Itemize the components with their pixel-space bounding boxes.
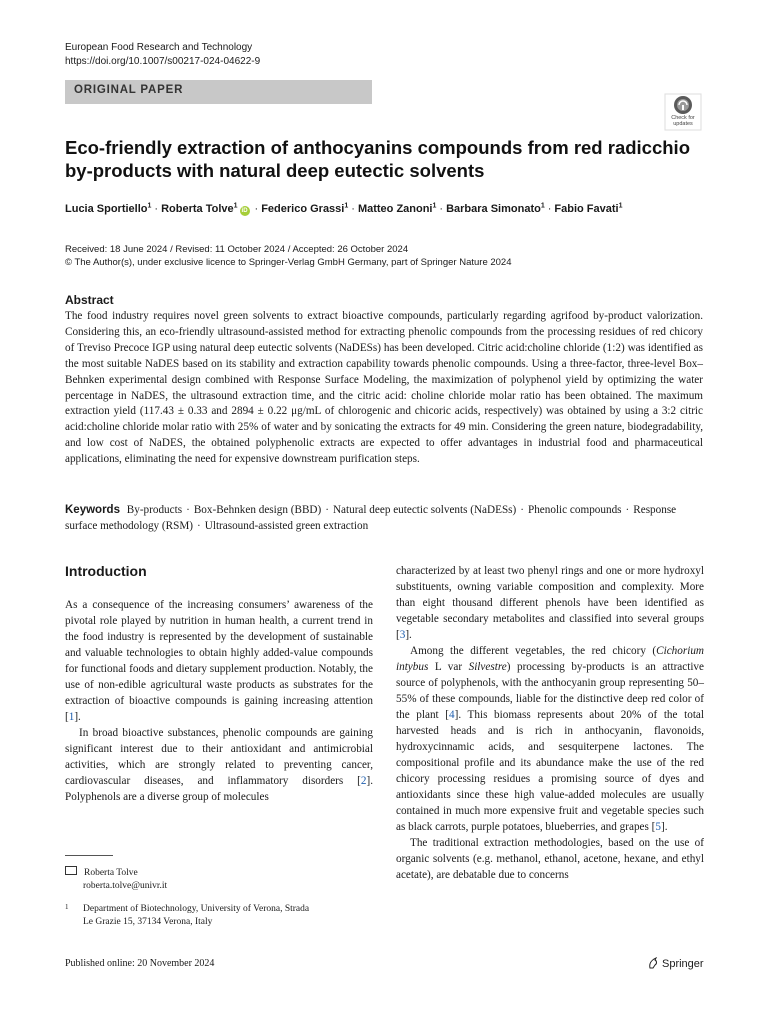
doi-link[interactable]: https://doi.org/10.1007/s00217-024-04622-9 [65, 56, 261, 67]
keyword[interactable]: Response surface methodology (RSM) [65, 504, 677, 532]
citation-link[interactable]: 2 [360, 775, 367, 787]
citation-link[interactable]: 5 [655, 821, 661, 833]
check-for-updates-label: Check for updates [671, 115, 695, 127]
paragraph: As a consequence of the increasing consumers’ awareness of the pivotal role played by nutrition in human health, a current trend in the food industry is represented by the development of sustainable and valuable technologies to obtain highly added-value compounds for functional foods and dietary supplement production. Notably, the use of non-edible agricultural waste products as substrates for the extraction of bioactive compounds is gaining increasing attention [1]. [65, 599, 373, 723]
springer-horse-icon [647, 957, 659, 969]
body-column-right [396, 563, 704, 883]
paper-title: Eco-friendly extraction of anthocyanins compounds from red radicchio by-products with natural deep eutectic solvents [65, 137, 690, 181]
article-type-label: ORIGINAL PAPER [74, 84, 184, 96]
author-name[interactable]: Lucia Sportiello$^1$ [65, 202, 152, 215]
footnote-divider [65, 855, 113, 856]
publisher-logo: Springer [647, 957, 704, 970]
keyword[interactable]: Box-Behnken design (BBD) [193, 504, 322, 516]
author-name[interactable]: Matteo Zanoni$^1$ [357, 202, 437, 215]
paragraph: Among the different vegetables, the red chicory (Cichorium intybus L var Silvestre) processing by-products is an attractive source of polyphenols, with the anthocyanin group representing 50–55% of these compounds, liable for the distinctive deep red color of the plant [4]. This biomass represents about 20% of the total harvested heads and is rich in anthocyanin, flavonoids, hydroxycinnamic acids, and sesquiterpene lactones. The compositional profile and its abundance make the use of the red chicory processing residues a promising source of dyes and antioxidants since these high value-added molecules are usually contained in much more expensive fruit and vegetable species such as black carrots, purple potatoes, blueberries, and grapes [5]. [396, 645, 704, 833]
article-type-banner [65, 80, 372, 104]
author-name[interactable]: Fabio Favati$^1$ [554, 202, 623, 215]
author-separator: · [351, 202, 355, 215]
keywords: Keywords By-products · Box-Behnken design (BBD) · Natural deep eutectic solvents (NaDESs) · Phenolic compounds · Response surface methodology (RSM) · Ultrasound-assisted green extraction [65, 504, 677, 532]
corresponding-author-email[interactable]: roberta.tolve@univr.it [83, 881, 168, 891]
published-date: Published online: 20 November 2024 [65, 958, 215, 969]
author-name[interactable]: Roberta Tolve$^1$ [161, 202, 238, 215]
corresponding-author [65, 866, 167, 893]
journal-name: European Food Research and Technology [65, 42, 253, 53]
citation-link[interactable]: 1 [68, 711, 75, 723]
author-name[interactable]: Federico Grassi$^1$ [261, 202, 349, 215]
keyword[interactable]: Natural deep eutectic solvents (NaDESs) [332, 504, 517, 516]
paragraph: The traditional extraction methodologies, based on the use of organic solvents (e.g. methanol, ethanol, acetone, hexane, and ethyl acetate), are debatable due to concerns [396, 837, 704, 881]
paragraph: characterized by at least two phenyl rings and one or more hydroxyl substituents, owning variable composition and complexity. More than eight thousand different phenols have been identified as vegetable secondary metabolites and classified into several groups [3]. [396, 565, 704, 641]
author-separator: · [254, 202, 259, 215]
article-history [65, 243, 512, 269]
journal-header [65, 41, 260, 69]
keyword[interactable]: Phenolic compounds [527, 504, 622, 516]
keyword[interactable]: Ultrasound-assisted green extraction [204, 519, 369, 532]
envelope-icon [65, 866, 77, 875]
citation-link[interactable]: 3 [399, 629, 406, 641]
affiliation: 1 Department of Biotechnology, University of Verona, Strada Le Grazie 15, 37134 Verona, Italy [65, 903, 310, 927]
affiliation-number: 1 [65, 903, 69, 911]
author-separator: · [547, 202, 552, 215]
corresponding-author-name: Roberta Tolve [84, 868, 138, 878]
author-separator: · [439, 202, 444, 215]
body-column-left [65, 597, 373, 805]
keyword[interactable]: By-products [126, 504, 183, 516]
copyright-line: © The Author(s), under exclusive licence to Springer-Verlag GmbH Germany, part of Springer Nature 2024 [65, 257, 512, 268]
orcid-icon[interactable]: iD [241, 207, 248, 214]
author-separator: · [154, 202, 159, 215]
section-heading-introduction: Introduction [65, 563, 147, 579]
abstract-heading: Abstract [65, 293, 114, 307]
author-name[interactable]: Barbara Simonato$^1$ [446, 202, 545, 215]
history-dates: Received: 18 June 2024 / Revised: 11 October 2024 / Accepted: 26 October 2024 [65, 244, 409, 255]
author-list [65, 202, 705, 216]
abstract-text: The food industry requires novel green solvents to extract bioactive compounds, particularly regarding agrifood by-product valorization. Considering this, an eco-friendly ultrasound-assisted method for extracting phenolic compounds from the processing residues of red chicory of Treviso Precoce IGP using natural deep eutectic solvents (NaDESs) has been developed. Citric acid:choline chloride (1:2) was identified as the most suitable NaDES based on its stability and extraction capability towards phenolic compounds. Using a three-factor, three-level Box–Behnken experimental design combined with Response Surface Modeling, the maximization of polyphenol yield by optimizing the water percentage in NaDES, the ultrasound extraction time, and the citric acid: choline chloride molar ratio has been obtained. The maximum extraction yield (117.43 ± 0.33 and 2894 ± 0.22 μg/mL of chlorogenic and chicoric acids, respectively) was obtained by using a 3:2 citric acid:choline chloride molar ratio with 25% of water and by sonicating the extracts for 49 min. Considering the green nature, biodegradability, and low cost of NaDES, the obtained polyphenolic extracts are expected to offer advantages in industrial food and pharmaceutical applications, eliminating the need for expensive downstream purification steps. [65, 310, 703, 466]
citation-link[interactable]: 4 [449, 709, 455, 721]
paragraph: In broad bioactive substances, phenolic compounds are gaining significant interest due to their antioxidant and antimicrobial activities, which are strongly related to preventing cancer, cardiovascular diseases, and inflammatory disorders [2]. Polyphenols are a diverse group of molecules [65, 727, 373, 803]
keywords-heading: Keywords [65, 504, 120, 516]
